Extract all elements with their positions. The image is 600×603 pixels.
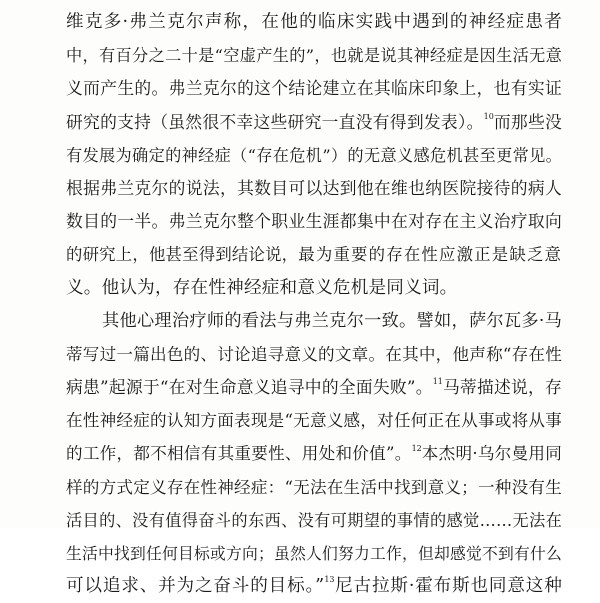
p2-line-9-text-b: 尼古拉斯·霍布斯也同意这种 <box>334 576 562 597</box>
p1-line-1-text: 维克多·弗兰克尔声称，在他的临床实践中遇到的神经症患者 <box>66 12 562 32</box>
p1-line-8-text-a: 的研究上，他甚至得到结论说， <box>66 245 299 265</box>
p2-line-2-text: 蒂写过一篇出色的、讨论追寻意义的文章。在其中，他声称“存在性 <box>66 344 562 364</box>
p2-line-5-text-a: 的工作，都不相信有其重要性、用处和价值”。 <box>66 444 412 464</box>
p2-line-2 <box>66 338 562 371</box>
p1-line-8-emphasis: 最为重要的存在性应激正是缺乏意 <box>298 245 563 265</box>
p2-line-8-text: 生活中找到任何目标或方向；虽然人们努力工作，但却感觉不到有什么 <box>66 544 562 563</box>
p2-line-3-text-a: 病患”起源于“在对生命意义追寻中的全面失败”。 <box>66 377 433 398</box>
p1-line-2 <box>66 39 562 72</box>
body-text <box>66 6 562 603</box>
p2-line-4 <box>66 404 562 437</box>
footnote-ref-13: 13 <box>324 575 335 585</box>
p1-line-7 <box>66 205 562 238</box>
p1-line-6-text: 根据弗兰克尔的说法，其数目可以达到他在维也纳医院接待的病人 <box>66 177 562 198</box>
p1-line-9-text: 义。他认为，存在性神经症和意义危机是同义词。 <box>66 277 458 298</box>
footnote-ref-11: 11 <box>432 377 443 387</box>
p1-line-7-text: 数目的一半。弗兰克尔整个职业生涯都集中在对存在主义治疗取向 <box>66 211 562 232</box>
p1-line-8 <box>66 238 562 271</box>
p2-line-7 <box>66 504 562 537</box>
p1-line-4-text-b: 而那些没 <box>493 111 562 132</box>
p1-line-3 <box>66 72 562 105</box>
p1-line-2-text: 中，有百分之二十是“空虚产生的”，也就是说其神经症是因生活无意 <box>66 46 562 66</box>
p2-line-9 <box>66 570 562 603</box>
footnote-ref-10: 10 <box>483 111 494 121</box>
p2-line-4-text: 在性神经症的认知方面表现是“无意义感，对任何正在从事或将从事 <box>66 411 562 431</box>
p1-line-5-text: 有发展为确定的神经症（“存在危机”）的无意义感危机甚至更常见。 <box>66 145 562 165</box>
p2-line-3-text-b: 马蒂描述说，存 <box>442 377 563 398</box>
p1-line-3-text: 义而产生的。弗兰克尔的这个结论建立在其临床印象上，也有实证 <box>66 78 562 99</box>
p2-line-8 <box>66 537 562 570</box>
p2-line-7-text: 活目的、没有值得奋斗的东西、没有可期望的事情的感觉……无法在 <box>66 510 562 530</box>
p2-line-1-text: 其他心理治疗师的看法与弗兰克尔一致。譬如，萨尔瓦多·马 <box>102 310 562 331</box>
p1-line-4 <box>66 106 562 139</box>
p1-line-6 <box>66 172 562 205</box>
p2-line-5 <box>66 437 562 470</box>
footnote-ref-12: 12 <box>411 443 422 453</box>
p1-line-4-text-a: 研究的支持（虽然很不幸这些研究一直没有得到发表）。 <box>66 111 484 132</box>
p2-line-3 <box>66 371 562 404</box>
p1-line-1 <box>66 6 562 39</box>
p2-line-6 <box>66 471 562 504</box>
p1-line-5 <box>66 139 562 172</box>
p2-line-5-text-b: 本杰明·乌尔曼用同 <box>421 444 563 464</box>
p2-line-9-text-a: 可以追求、并为之奋斗的目标。” <box>66 576 325 597</box>
p2-line-1 <box>66 305 562 338</box>
p2-line-6-text: 样的方式定义存在性神经症：“无法在生活中找到意义；一种没有生 <box>66 477 562 497</box>
p1-line-9 <box>66 272 562 305</box>
